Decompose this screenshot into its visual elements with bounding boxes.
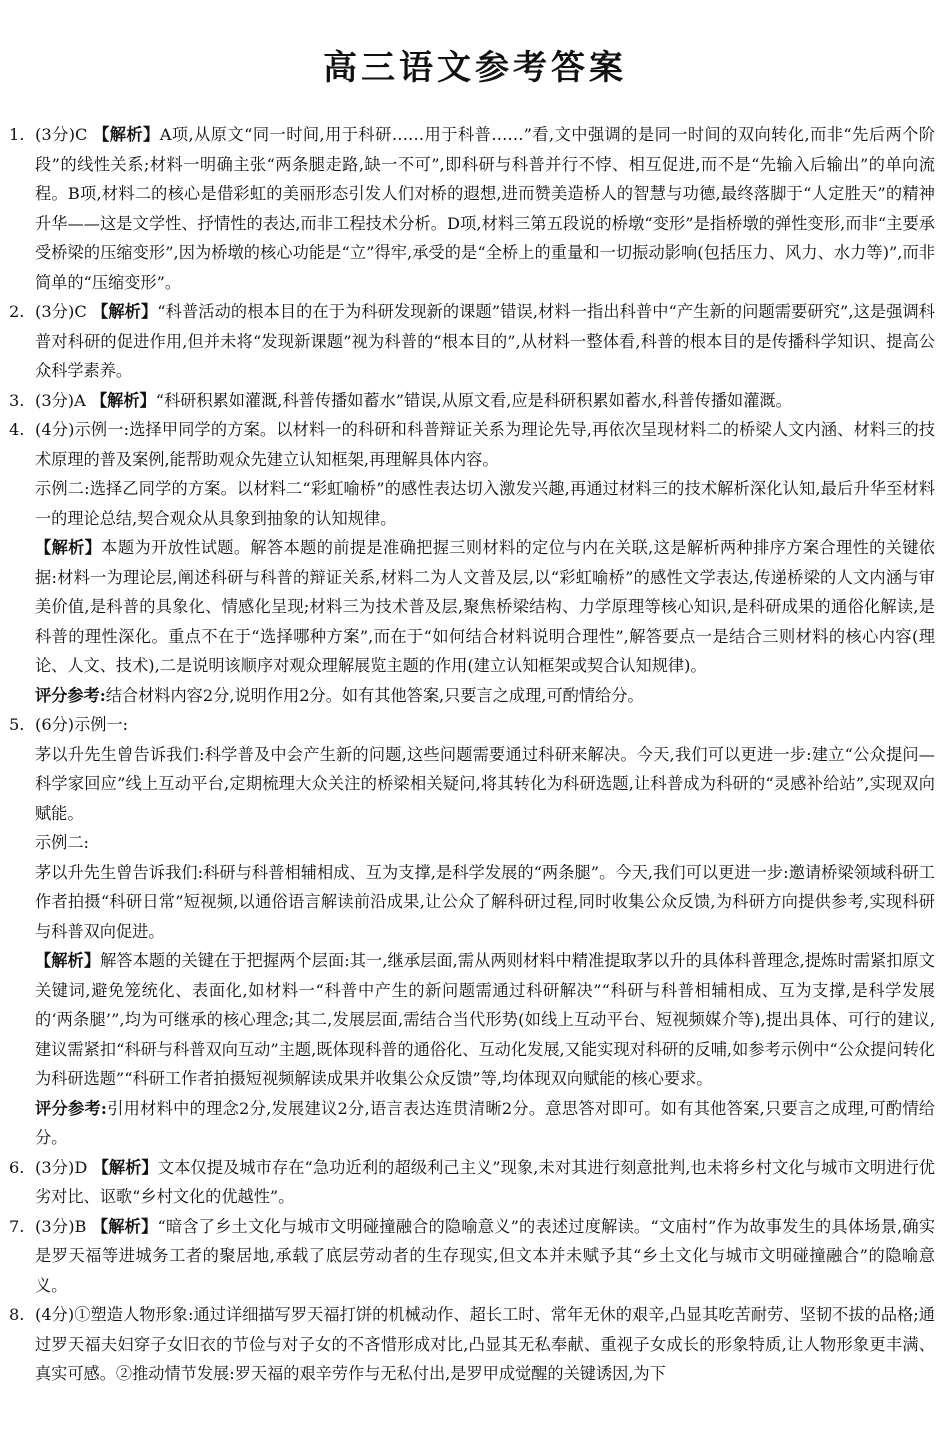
example-2-label: 示例二:	[35, 833, 90, 852]
question-6	[9, 1153, 935, 1212]
answer-text: (4分)①塑造人物形象:通过详细描写罗天福打饼的机械动作、超长工时、常年无休的艰辛,凸显其吃苦耐劳、坚韧不拔的品格;通过罗天福夫妇穿子女旧衣的节俭与对子女的不吝惜形成对比,凸显其无私奉献、重视子女成长的形象特质,让人物形象更丰满、真实可感。②推动情节发展:罗天福的艰辛劳作与无私付出,是罗甲成觉醒的关键诱因,为下	[35, 1305, 935, 1383]
analysis-tag: 【解析】	[35, 951, 101, 970]
scoring-reference	[35, 681, 935, 711]
answer-text: “科普活动的根本目的在于为科研发现新的课题”错误,材料一指出科普中“产生新的问题需要研究”,这是强调科普对科研的促进作用,但并未将“发现新课题”视为科普的“根本目的”,从材料一整体看,科普的根本目的是传播科学知识、提高公众科学素养。	[35, 302, 935, 380]
question-3	[9, 386, 935, 416]
answer-text: 文本仅提及城市存在“急功近利的超级利己主义”现象,未对其进行刻意批判,也未将乡村文化与城市文明进行优劣对比、讴歌“乡村文化的优越性”。	[35, 1157, 935, 1206]
answer-text: A项,从原文“同一时间,用于科研……用于科普……”看,文中强调的是同一时间的双向转化,而非“先后两个阶段”的线性关系;材料一明确主张“两条腿走路,缺一不可”,即科研与科普并行不悖、相互促进,而不是“先输入后输出”的单向流程。B项,材料二的核心是借彩虹的美丽形态引发人们对桥的遐想,进而赞美造桥人的智慧与功德,最终落脚于“人定胜天”的精神升华——这是文学性、抒情性的表达,而非工程技术分析。D项,材料三第五段说的桥墩“变形”是指桥墩的弹性变形,而非“主要承受桥梁的压缩变形”,因为桥墩的核心功能是“立”得牢,承受的是“全桥上的重量和一切振动影响(包括压力、风力、水力等)”,而非简单的“压缩变形”。	[35, 125, 935, 292]
answer-list	[9, 120, 935, 1389]
scoring-text: 引用材料中的理念2分,发展建议2分,语言表达连贯清晰2分。意思答对即可。如有其他答案,只要言之成理,可酌情给分。	[35, 1098, 935, 1147]
analysis-text: 本题为开放性试题。解答本题的前提是准确把握三则材料的定位与内在关联,这是解析两种排序方案合理性的关键依据:材料一为理论层,阐述科研与科普的辩证关系,材料二为人文普及层,以“彩虹喻桥”的感性文学表达,传递桥梁的人文内涵与审美价值,是科普的具象化、情感化呈现;材料三为技术普及层,聚焦桥梁结构、力学原理等核心知识,是科研成果的通俗化解读,是科普的理性深化。重点不在于“选择哪种方案”,而在于“如何结合材料说明合理性”,解答要点一是结合三则材料的核心内容(理论、人文、技术),二是说明该顺序对观众理解展览主题的作用(建立认知框架或契合认知规律)。	[35, 538, 935, 675]
analysis-tag: 【解析】	[92, 1157, 158, 1177]
answer-score: (3分)A	[35, 390, 86, 410]
analysis-tag: 【解析】	[91, 1216, 158, 1236]
question-number: 1.	[9, 125, 25, 144]
analysis-tag: 【解析】	[35, 538, 102, 557]
question-7	[9, 1212, 935, 1301]
scoring-text: 结合材料内容2分,说明作用2分。如有其他答案,只要言之成理,可酌情给分。	[105, 685, 644, 705]
analysis-tag: 【解析】	[90, 390, 156, 410]
answer-text: “科研积累如灌溉,科普传播如蓄水”错误,从原文看,应是科研积累如蓄水,科普传播如灌溉。	[155, 390, 792, 410]
example-2: 示例二:选择乙同学的方案。以材料二“彩虹喻桥”的感性表达切入激发兴趣,再通过材料三的技术解析深化认知,最后升华至材料一的理论总结,契合观众从具象到抽象的认知规律。	[35, 479, 935, 528]
question-number: 6.	[9, 1157, 25, 1177]
example-1-label: (6分)示例一:	[35, 715, 129, 734]
example-2: 茅以升先生曾告诉我们:科研与科普相辅相成、互为支撑,是科学发展的“两条腿”。今天,我们可以更进一步:邀请桥梁领域科研工作者拍摄“科研日常”短视频,以通俗语言解读前沿成果,让公众了解科研过程,同时收集公众反馈,为科研方向提供参考,实现科研与科普双向促进。	[35, 862, 935, 941]
question-2	[9, 297, 935, 386]
question-number: 4.	[9, 420, 25, 439]
answer-score: (3分)D	[35, 1157, 88, 1177]
question-number: 8.	[9, 1305, 25, 1324]
scoring-label: 评分参考:	[35, 1098, 107, 1118]
page-title: 高三语文参考答案	[323, 48, 627, 88]
question-number: 2.	[9, 302, 25, 321]
question-4	[9, 415, 935, 710]
analysis-text: 解答本题的关键在于把握两个层面:其一,继承层面,需从两则材料中精准提取茅以升的具体科普理念,提炼时需紧扣原文关键词,避免笼统化、表面化,如材料一“科普中产生的新问题需通过科研解决”“科研与科普相辅相成、互为支撑,是科学发展的‘两条腿’”,均为可继承的核心理念;其二,发展层面,需结合当代形势(如线上互动平台、短视频媒介等),提出具体、可行的建议,建议需紧扣“科研与科普双向互动”主题,既体现科普的通俗化、互动化发展,又能实现对科研的反哺,如参考示例中“公众提问转化为科研选题”“科研工作者拍摄短视频解读成果并收集公众反馈”等,均体现双向赋能的核心要求。	[35, 951, 936, 1088]
analysis-tag: 【解析】	[92, 302, 158, 321]
answer-text: “暗含了乡土文化与城市文明碰撞融合的隐喻意义”的表述过度解读。“文庙村”作为故事发生的具体场景,确实是罗天福等进城务工者的聚居地,承载了底层劳动者的生存现实,但文本并未赋予其“乡土文化与城市文明碰撞融合”的隐喻意义。	[35, 1216, 936, 1295]
question-number: 3.	[9, 390, 25, 410]
answer-score: (3分)C	[35, 302, 87, 321]
answer-score: (3分)B	[35, 1216, 87, 1236]
scoring-reference	[35, 1094, 935, 1153]
question-8	[9, 1300, 935, 1389]
question-number: 5.	[9, 715, 25, 734]
answer-score: (3分)C	[35, 125, 88, 144]
analysis-paragraph	[35, 533, 935, 681]
example-1: (4分)示例一:选择甲同学的方案。以材料一的科研和科普辩证关系为理论先导,再依次呈现材料二的桥梁人文内涵、材料三的技术原理的普及案例,能帮助观众先建立认知框架,再理解具体内容。	[35, 420, 935, 469]
question-number: 7.	[9, 1216, 25, 1236]
scoring-label: 评分参考:	[35, 685, 106, 705]
question-1	[9, 120, 935, 297]
analysis-paragraph	[35, 946, 935, 1094]
question-5	[9, 710, 935, 1153]
example-1: 茅以升先生曾告诉我们:科学普及中会产生新的问题,这些问题需要通过科研来解决。今天,我们可以更进一步:建立“公众提问—科学家回应”线上互动平台,定期梳理大众关注的桥梁相关疑问,将其转化为科研选题,让科普成为科研的“灵感补给站”,实现双向赋能。	[35, 744, 935, 823]
analysis-tag: 【解析】	[93, 125, 160, 144]
